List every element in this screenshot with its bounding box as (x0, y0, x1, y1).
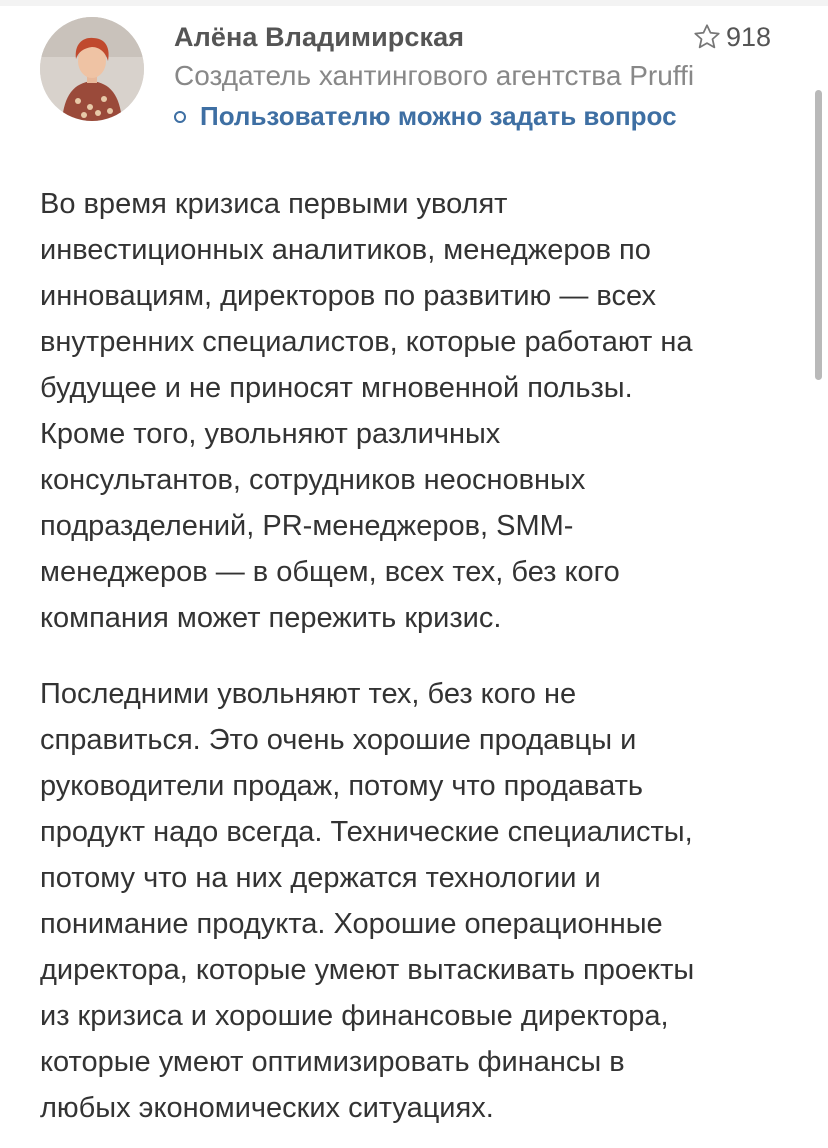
text-line: консультантов, сотрудников неосновных (40, 464, 586, 496)
text-line: подразделений, PR-менеджеров, SMM- (40, 510, 574, 542)
text-line: инвестиционных аналитиков, менеджеров по (40, 234, 651, 266)
ask-question-link[interactable] (174, 101, 677, 132)
author-name[interactable]: Алёна Владимирская (174, 22, 465, 52)
avatar[interactable] (40, 17, 144, 121)
text-line: понимание продукта. Хорошие операционные (40, 908, 663, 940)
text-line: продукт надо всегда. Технические специалисты, (40, 816, 693, 848)
circle-bullet-icon (174, 111, 186, 123)
answer-body (40, 181, 800, 1148)
text-line: потому что на них держатся технологии и (40, 862, 601, 894)
paragraph (40, 181, 800, 641)
avatar-photo (40, 17, 144, 121)
text-line: которые умеют оптимизировать финансы в (40, 1046, 625, 1078)
text-line: из кризиса и хорошие финансовые директора, (40, 1000, 669, 1032)
text-line: справиться. Это очень хорошие продавцы и (40, 724, 637, 756)
rating-count: 918 (726, 21, 772, 52)
text-line: менеджеров — в общем, всех тех, без кого (40, 556, 620, 588)
text-line: будущее и не приносят мгновенной пользы. (40, 372, 633, 404)
text-line: руководители продаж, потому что продавать (40, 770, 644, 802)
author-rating (692, 20, 771, 54)
scrollbar-thumb[interactable] (815, 90, 822, 380)
top-divider (0, 0, 828, 6)
text-line: Во время кризиса первыми уволят (40, 188, 508, 220)
text-line: компания может пережить кризис. (40, 602, 502, 634)
author-title: Создатель хантингового агентства Pruffi (174, 60, 695, 91)
text-line: Кроме того, увольняют различных (40, 418, 501, 450)
text-line: инновациям, директоров по развитию — всех (40, 280, 656, 312)
star-outline-icon (692, 22, 722, 52)
text-line: любых экономических ситуациях. (40, 1092, 494, 1124)
text-line: Последними увольняют тех, без кого не (40, 678, 577, 710)
text-line: внутренних специалистов, которые работают на (40, 326, 693, 358)
ask-question-label: Пользователю можно задать вопрос (200, 101, 677, 131)
paragraph (40, 671, 800, 1131)
text-line: директора, которые умеют вытаскивать проекты (40, 954, 695, 986)
